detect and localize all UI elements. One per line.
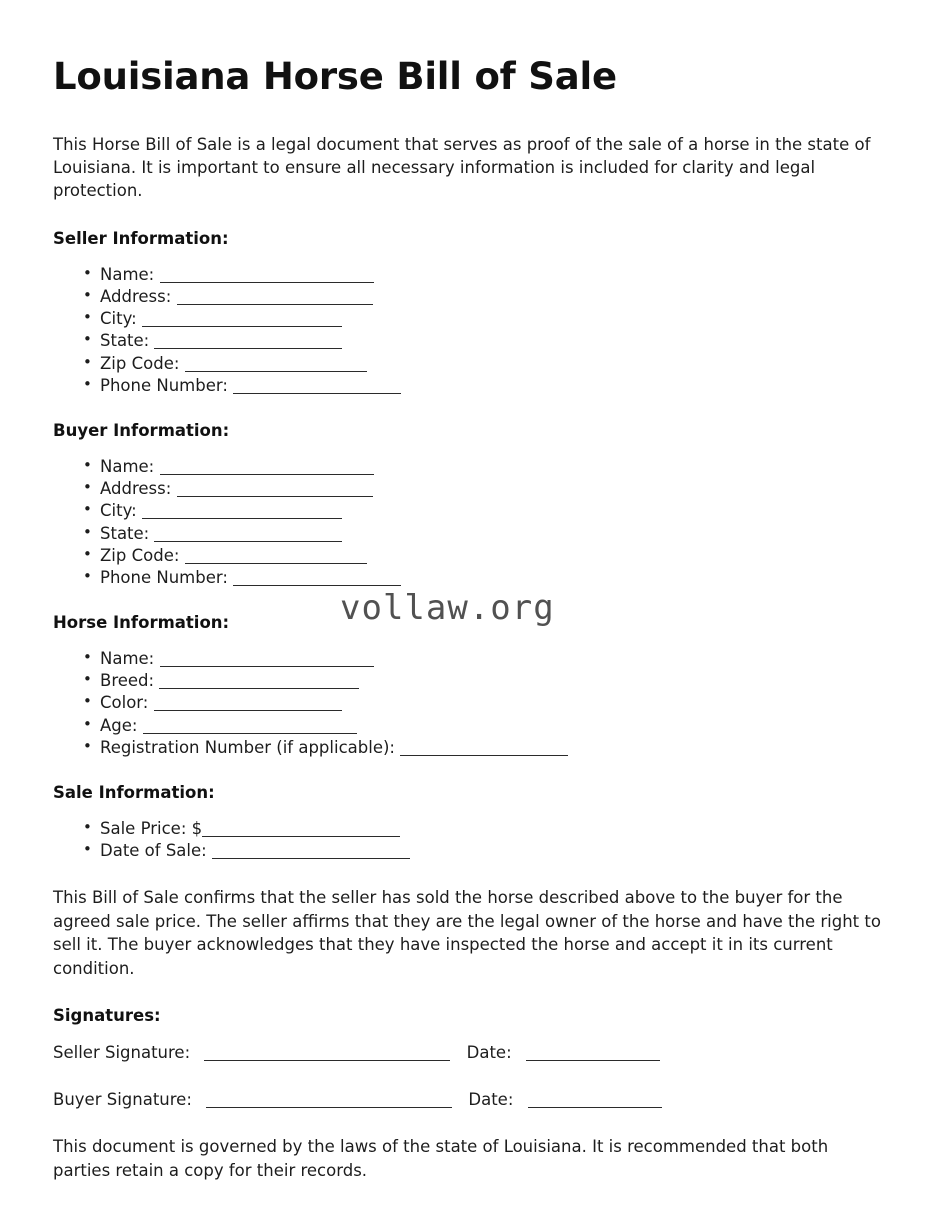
field-label: Phone Number: [100,567,228,587]
field-buyer-name [83,456,888,478]
field-label: Name: [100,456,155,476]
field-label: Name: [100,264,155,284]
blank-line[interactable] [185,371,367,372]
blank-line[interactable] [177,304,373,305]
field-label: Phone Number: [100,375,228,395]
blank-line[interactable] [142,518,342,519]
blank-line[interactable] [159,688,359,689]
signatures-heading: Signatures: [53,1006,161,1026]
blank-line[interactable] [185,563,367,564]
field-label: State: [100,523,150,543]
seller-date-line[interactable] [526,1060,660,1061]
seller-information-fields [53,264,888,397]
field-seller-address [83,286,888,308]
blank-line[interactable] [202,836,400,837]
field-horse-age [83,715,888,737]
field-label: Breed: [100,671,155,691]
buyer-signature-label: Buyer Signature: [53,1090,192,1110]
field-horse-name [83,648,888,670]
field-label: Zip Code: [100,353,180,373]
field-label: Sale Price: $ [100,819,203,838]
field-buyer-city [83,500,888,522]
horse-information-fields [53,648,888,759]
buyer-date-label: Date: [468,1090,514,1110]
closing-paragraph: This document is governed by the laws of the state of Louisiana. It is recommended that both parties retain a copy for their records. [53,1137,829,1180]
seller-date-label: Date: [466,1043,512,1063]
field-label: Date of Sale: [100,841,207,861]
buyer-date-line[interactable] [528,1107,662,1108]
field-seller-state [83,330,888,352]
blank-line[interactable] [154,348,342,349]
seller-signature-line[interactable] [204,1060,450,1061]
field-label: Registration Number (if applicable): [100,737,395,757]
field-label: State: [100,331,150,351]
field-buyer-state [83,523,888,545]
field-buyer-address [83,478,888,500]
blank-line[interactable] [212,858,410,859]
seller-signature-row [53,1041,888,1064]
field-seller-phone-number [83,375,888,397]
field-label: Age: [100,715,138,735]
sale-information-fields [53,818,888,862]
horse-information-heading: Horse Information: [53,613,230,633]
field-label: Zip Code: [100,545,180,565]
field-horse-breed [83,670,888,692]
field-buyer-phone-number [83,567,888,589]
field-buyer-zip-code [83,545,888,567]
blank-line[interactable] [233,393,401,394]
sale-information-heading: Sale Information: [53,783,215,802]
field-sale-price [83,818,888,840]
buyer-signature-row [53,1088,888,1111]
blank-line[interactable] [400,755,568,756]
field-seller-zip-code [83,353,888,375]
field-label: City: [100,501,137,521]
blank-line[interactable] [177,496,373,497]
blank-line[interactable] [154,710,342,711]
watermark-text: vollaw.org [340,588,555,628]
seller-information-heading: Seller Information: [53,228,229,248]
blank-line[interactable] [160,666,374,667]
blank-line[interactable] [143,733,357,734]
field-label: Color: [100,693,149,713]
field-seller-name [83,264,888,286]
field-label: Name: [100,649,155,669]
field-horse-registration-number [83,737,888,759]
field-label: Address: [100,287,172,306]
blank-line[interactable] [160,282,374,283]
blank-line[interactable] [160,474,374,475]
field-date-of-sale [83,840,888,862]
buyer-information-heading: Buyer Information: [53,420,230,440]
confirmation-paragraph: This Bill of Sale confirms that the seller has sold the horse described above to the buyer for the agreed sale price. The seller affirms that they are the legal owner of the horse and have the right to sell it. The buyer acknowledges that they have inspected the horse and accept it in its current condition. [53,888,881,978]
blank-line[interactable] [142,326,342,327]
buyer-information-fields [53,456,888,589]
field-label: Address: [100,479,172,499]
field-label: City: [100,309,137,329]
seller-signature-label: Seller Signature: [53,1043,191,1063]
field-horse-color [83,692,888,714]
intro-paragraph: This Horse Bill of Sale is a legal document that serves as proof of the sale of a horse in the state of Louisiana. It is important to ensure all necessary information is included for clarity and legal protection. [53,134,871,201]
buyer-signature-line[interactable] [206,1107,452,1108]
field-seller-city [83,308,888,330]
blank-line[interactable] [233,585,401,586]
blank-line[interactable] [154,541,342,542]
page-title: Louisiana Horse Bill of Sale [53,55,617,98]
